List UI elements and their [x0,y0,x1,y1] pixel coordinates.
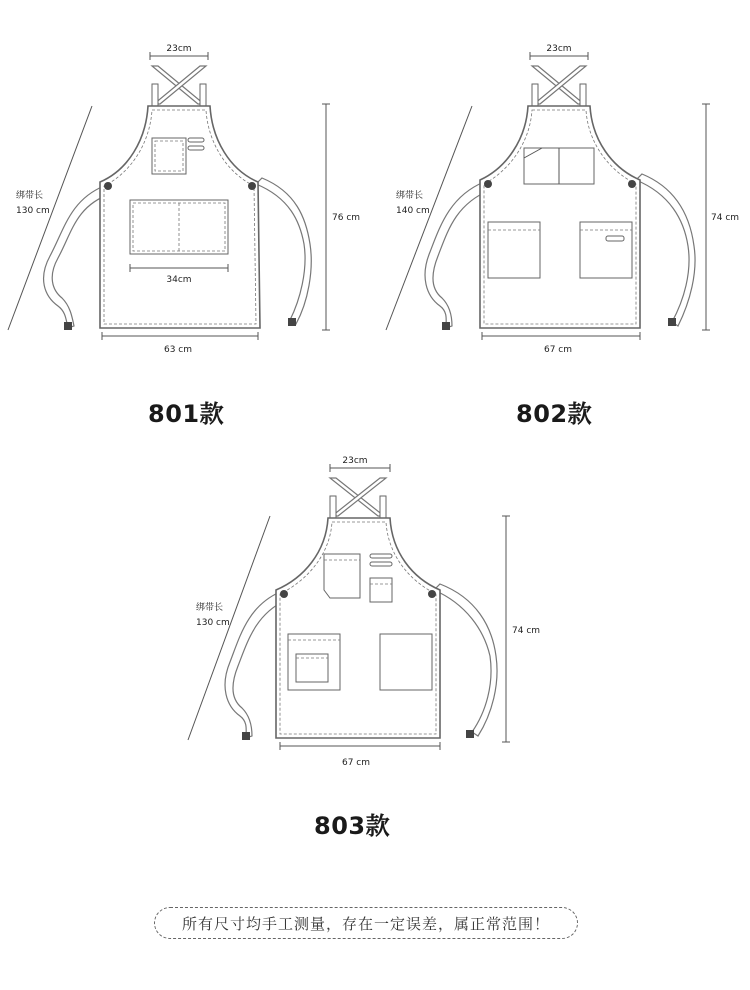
height-label: 74 cm [512,626,541,636]
tie-end [288,318,296,326]
bottom-width-label: 67 cm [341,758,371,768]
apron-801 [8,44,360,355]
tie-end [466,730,474,738]
grommet [248,182,256,190]
right-pocket [380,634,432,690]
pocket-width-label: 34cm [166,275,192,285]
grommet [280,590,288,598]
strap-length-title: 绑带长 [16,191,44,201]
chest-pocket [324,554,360,598]
height-label: 76 cm [332,213,361,223]
height-label: 74 cm [711,213,740,223]
apron-803 [188,456,540,768]
model-label-801: 801款 [148,400,225,428]
right-tie [256,178,311,324]
pen-slot [370,554,392,558]
strap-buckle [580,84,586,106]
strap-buckle [200,84,206,106]
strap-length-line [386,106,472,330]
pen-slot [606,236,624,241]
pen-slot [188,138,204,142]
right-tie [434,584,497,736]
model-label-803: 803款 [314,812,391,840]
strap-length-label: 130 cm [196,618,230,628]
measurement-disclaimer: 所有尺寸均手工测量，存在一定误差，属正常范围！ [154,907,578,939]
strap-length-title: 绑带长 [396,191,424,201]
apron-body [480,106,640,328]
model-label-802: 802款 [516,400,593,428]
top-width-label: 23cm [546,44,572,54]
grommet [628,180,636,188]
tie-end [64,322,72,330]
strap-buckle [532,84,538,106]
top-width-label: 23cm [342,456,368,466]
strap-buckle [330,496,336,518]
strap-buckle [380,496,386,518]
strap-length-label: 130 cm [16,206,50,216]
bottom-width-label: 67 cm [543,345,573,355]
top-width-label: 23cm [166,44,192,54]
grommet [104,182,112,190]
right-tie [636,174,695,326]
grommet [428,590,436,598]
strap-length-line [188,516,270,740]
apron-802 [386,44,739,355]
tie-end [242,732,250,740]
strap-length-title: 绑带长 [196,603,224,613]
grommet [484,180,492,188]
pen-slot [370,562,392,566]
pen-slot [188,146,204,150]
tie-end [668,318,676,326]
apron-body [276,518,440,738]
strap-buckle [152,84,158,106]
tie-end [442,322,450,330]
strap-length-label: 140 cm [396,206,430,216]
chest-pocket [152,138,186,174]
bottom-width-label: 63 cm [163,345,193,355]
small-pocket [370,578,392,602]
